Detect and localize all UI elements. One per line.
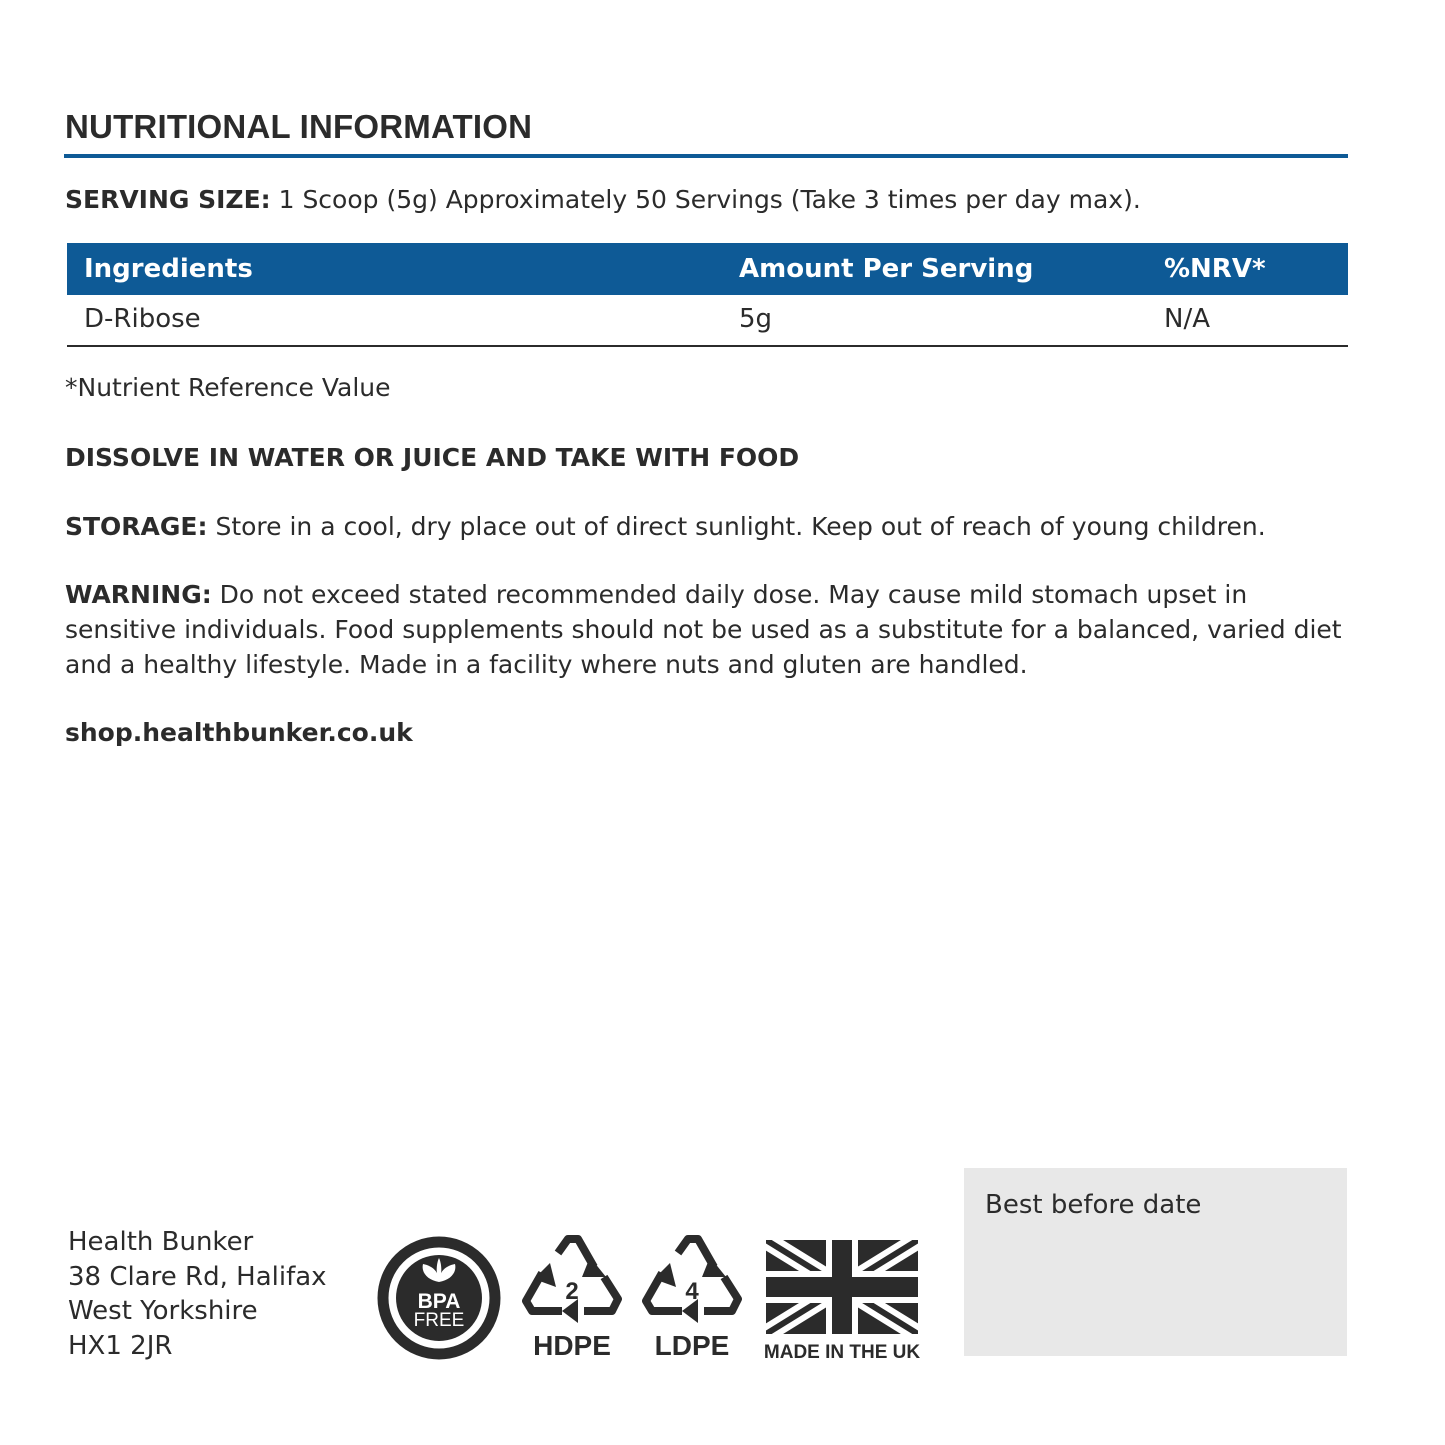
ldpe-number: 4 bbox=[685, 1278, 699, 1305]
header-ingredients: Ingredients bbox=[84, 254, 253, 284]
hdpe-number: 2 bbox=[565, 1278, 579, 1305]
recycle-hdpe-icon bbox=[520, 1233, 624, 1359]
address-line: Health Bunker bbox=[68, 1227, 254, 1257]
serving-size-text: 1 Scoop (5g) Approximately 50 Servings (Take 3 times per day max). bbox=[270, 185, 1141, 214]
dissolve-instruction: DISSOLVE IN WATER OR JUICE AND TAKE WITH FOOD bbox=[65, 443, 800, 472]
cell-ingredient: D-Ribose bbox=[84, 304, 201, 334]
address-line: 38 Clare Rd, Halifax bbox=[68, 1261, 327, 1292]
website-link[interactable]: shop.healthbunker.co.uk bbox=[65, 718, 413, 747]
header-amount: Amount Per Serving bbox=[739, 254, 1034, 284]
bpa-label: BPA bbox=[417, 1290, 461, 1313]
hdpe-label: HDPE bbox=[533, 1330, 611, 1359]
header-nrv: %NRV* bbox=[1164, 254, 1266, 284]
best-before-panel bbox=[964, 1168, 1347, 1356]
warning-text bbox=[65, 577, 1355, 682]
title-rule bbox=[64, 154, 1348, 158]
union-jack-icon bbox=[764, 1238, 920, 1362]
cell-nrv: N/A bbox=[1164, 304, 1210, 334]
storage-text bbox=[65, 509, 1355, 544]
storage-body: Store in a cool, dry place out of direct sunlight. Keep out of reach of young children. bbox=[207, 512, 1266, 541]
nutrition-table bbox=[67, 243, 1348, 347]
storage-label: STORAGE: bbox=[65, 512, 208, 541]
address-line: HX1 2JR bbox=[68, 1330, 173, 1361]
table-row bbox=[67, 295, 1348, 347]
serving-size bbox=[65, 182, 1355, 217]
ldpe-label: LDPE bbox=[654, 1330, 730, 1359]
nrv-note: *Nutrient Reference Value bbox=[65, 373, 391, 402]
bpa-free-icon bbox=[377, 1236, 501, 1360]
table-header bbox=[67, 243, 1348, 295]
page-title: NUTRITIONAL INFORMATION bbox=[65, 108, 533, 145]
serving-size-label: SERVING SIZE: bbox=[65, 185, 271, 214]
address-block bbox=[68, 1225, 327, 1363]
free-label: FREE bbox=[413, 1310, 465, 1331]
address-line: West Yorkshire bbox=[68, 1296, 258, 1326]
recycle-ldpe-icon bbox=[640, 1233, 744, 1359]
best-before-label: Best before date bbox=[985, 1190, 1202, 1220]
warning-body: Do not exceed stated recommended daily dose. May cause mild stomach upset in sensitive individuals. Food supplements should not be used as a substitute for a balanced, varied diet and a healthy lifestyle. Made in a facility where nuts and gluten are handled. bbox=[65, 580, 1342, 679]
cell-amount: 5g bbox=[739, 304, 773, 334]
warning-label: WARNING: bbox=[65, 580, 212, 609]
made-in-uk-label: MADE IN THE UK bbox=[764, 1342, 920, 1362]
